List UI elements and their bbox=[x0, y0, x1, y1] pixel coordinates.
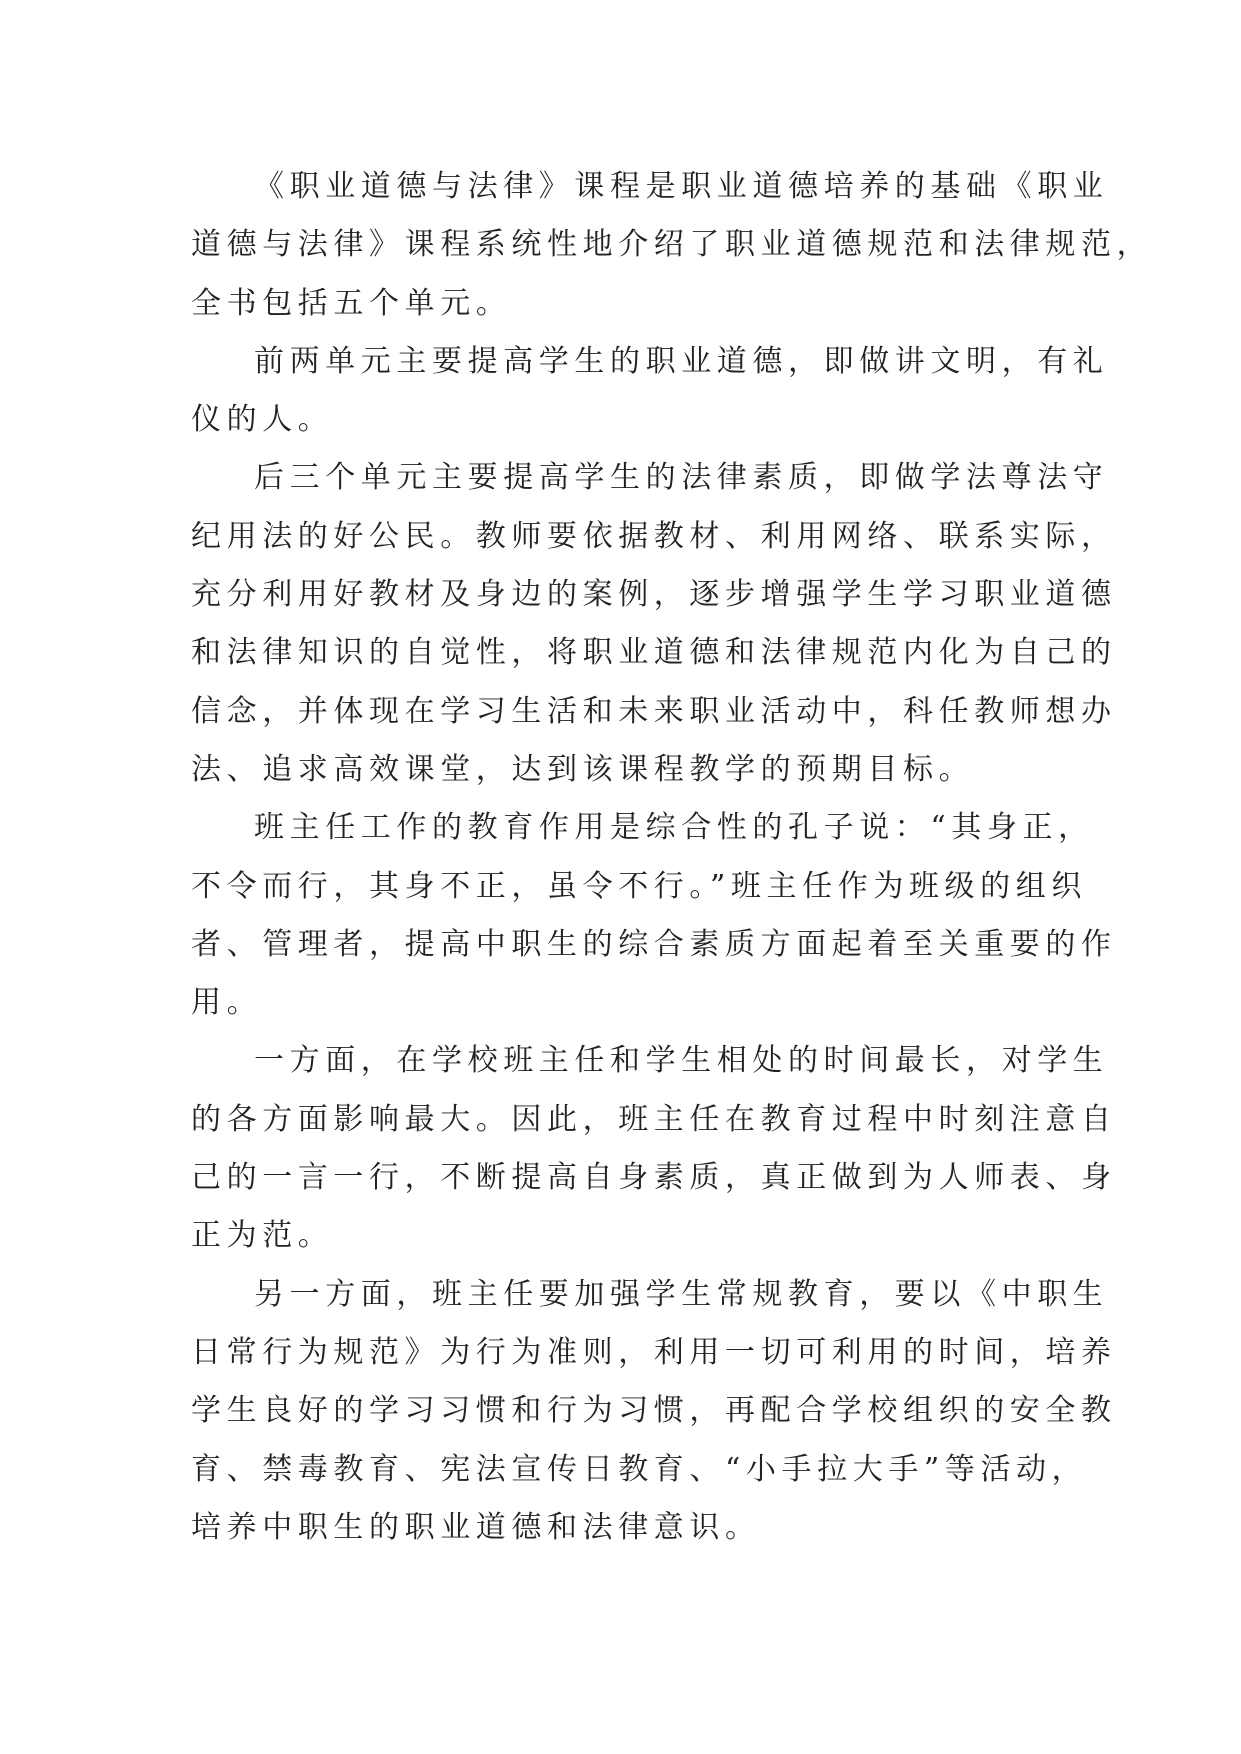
text-line: 的各方面影响最大。因此，班主任在教育过程中时刻注意自 bbox=[191, 1101, 1117, 1137]
text-line: 前两单元主要提高学生的职业道德，即做讲文明，有礼 bbox=[254, 343, 1109, 379]
text-line: 道德与法律》课程系统性地介绍了职业道德规范和法律规范， bbox=[191, 227, 1153, 263]
paragraph-on-one-hand bbox=[191, 1032, 1117, 1265]
text-line: 培养中职生的职业道德和法律意识。 bbox=[191, 1509, 761, 1545]
paragraph-course-intro bbox=[191, 158, 1153, 333]
text-line: 育、禁毒教育、宪法宣传日教育、“小手拉大手”等活动， bbox=[191, 1451, 1088, 1487]
paragraph-first-units bbox=[191, 333, 1109, 450]
text-line: 者、管理者，提高中职生的综合素质方面起着至关重要的作 bbox=[191, 926, 1117, 962]
text-line: 用。 bbox=[191, 985, 263, 1021]
document-body bbox=[191, 158, 1153, 1557]
text-line: 班主任工作的教育作用是综合性的孔子说：“其身正， bbox=[254, 810, 1094, 846]
text-line: 法、追求高效课堂，达到该课程教学的预期目标。 bbox=[191, 751, 975, 787]
paragraph-head-teacher-role bbox=[191, 799, 1117, 1032]
text-line: 信念，并体现在学习生活和未来职业活动中，科任教师想办 bbox=[191, 693, 1117, 729]
text-line: 一方面，在学校班主任和学生相处的时间最长，对学生 bbox=[254, 1043, 1109, 1079]
text-line: 正为范。 bbox=[191, 1218, 334, 1254]
text-line: 另一方面，班主任要加强学生常规教育，要以《中职生 bbox=[254, 1276, 1109, 1312]
text-line: 仪的人。 bbox=[191, 402, 334, 438]
text-line: 全书包括五个单元。 bbox=[191, 285, 512, 321]
paragraph-on-other-hand bbox=[191, 1266, 1117, 1557]
text-line: 不令而行，其身不正，虽令不行。”班主任作为班级的组织 bbox=[191, 868, 1087, 904]
text-line: 后三个单元主要提高学生的法律素质，即做学法尊法守 bbox=[254, 460, 1109, 496]
text-line: 己的一言一行，不断提高自身素质，真正做到为人师表、身 bbox=[191, 1160, 1117, 1196]
text-line: 《职业道德与法律》课程是职业道德培养的基础《职业 bbox=[254, 169, 1109, 204]
paragraph-last-units bbox=[191, 449, 1117, 799]
text-line: 日常行为规范》为行为准则，利用一切可利用的时间，培养 bbox=[191, 1334, 1117, 1370]
text-line: 学生良好的学习习惯和行为习惯，再配合学校组织的安全教 bbox=[191, 1393, 1117, 1429]
text-line: 充分利用好教材及身边的案例，逐步增强学生学习职业道德 bbox=[191, 577, 1117, 613]
text-line: 和法律知识的自觉性，将职业道德和法律规范内化为自己的 bbox=[191, 635, 1117, 671]
text-line: 纪用法的好公民。教师要依据教材、利用网络、联系实际， bbox=[191, 518, 1117, 554]
